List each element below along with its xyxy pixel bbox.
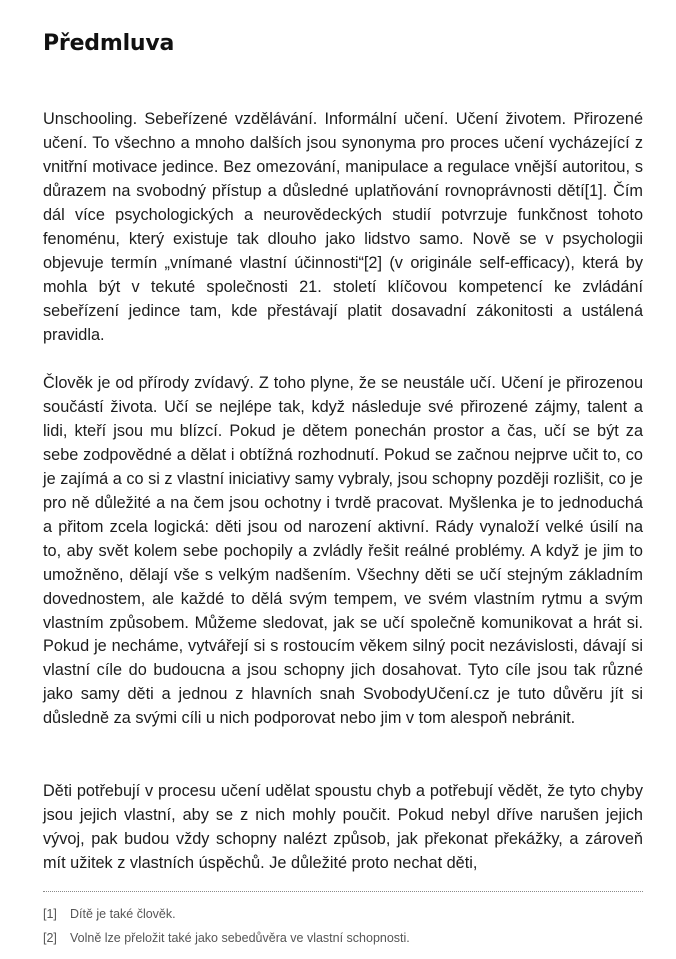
chapter-heading: Předmluva bbox=[43, 31, 175, 56]
footnote-separator bbox=[43, 891, 643, 892]
footnote-2 bbox=[43, 926, 643, 950]
paragraph-mistakes: Děti potřebují v procesu učení udělat spoustu chyb a potřebují vědět, že tyto chyby jsou jejich vlastní, aby se z nich mohly poučit. Pokud nebyl dříve narušen jejich vývoj, pak budou vždy schopny nalézt způsob, jak překonat překážky, a zároveň mít užitek z vlastních úspěchů. Je důležité proto nechat děti, bbox=[43, 782, 643, 872]
footnote-marker: [2] bbox=[43, 931, 57, 945]
footnote-text: Dítě je také člověk. bbox=[70, 907, 176, 921]
footnotes bbox=[43, 902, 643, 950]
paragraph-curiosity: Člověk je od přírody zvídavý. Z toho plyne, že se neustále učí. Učení je přirozenou součástí života. Učí se nejlépe tak, když následuje své přirozené zájmy, talent a lidi, kteří jsou mu blízcí. Pokud je dětem ponechán prostor a čas, učí se být za sebe zodpovědné a dělat i obtížná rozhodnutí. Pokud se začnou nejprve učit to, co je zajímá a co si z vlastní iniciativy samy vybraly, jsou schopny později rozlišit, co je pro ně důležité a na čem jsou ochotny i tvrdě pracovat. Myšlenka je to jednoduchá a přitom zcela logická: děti jsou od narození aktivní. Rády vynaloží velké úsilí na to, aby svět kolem sebe pochopily a zvládly řešit reálné problémy. A když je jim to umožněno, dělají vše s velkým nadšením. Všechny děti se učí stejným základním dovednostem, ale každé to dělá svým tempem, ve svém vlastním rytmu a svým vlastním způsobem. Můžeme sledovat, jak se učí společně komunikovat a hrát si. Pokud je necháme, vytvářejí si s rostoucím věkem silný pocit nezávislosti, dávají si vlastní cíle do budoucna a jsou schopny jich dosahovat. Tyto cíle jsou tak různé jako samy děti a jednou z hlavních snah SvobodyUčení.cz je tuto důvěru jít si důsledně za svými cíli u nich podporovat nebo jim v tom alespoň nebránit. bbox=[43, 374, 643, 728]
book-page bbox=[43, 26, 643, 945]
footnote-marker: [1] bbox=[43, 907, 57, 921]
paragraph-unschooling: Unschooling. Sebeřízené vzdělávání. Informální učení. Učení životem. Přirozené učení. To všechno a mnoho dalších jsou synonyma pro proces učení vycházející z vnitřní motivace jedince. Bez omezování, manipulace a regulace vnější autoritou, s důrazem na svobodný přístup a důsledné uplatňování rovnoprávnosti dětí[1]. Čím dál více psychologických a neurovědeckých studií potvrzuje funkčnost tohoto fenoménu, který existuje tak dlouho jako lidstvo samo. Nově se v psychologii objevuje termín „vnímané vlastní účinnosti“[2] (v originále self-efficacy), která by mohla být v tekuté společnosti 21. století klíčovou kompetencí ke zvládání sebeřízení jedince tam, kde přestávají platit dosavadní zákonitosti a ustálená pravidla. bbox=[43, 110, 643, 344]
footnote-text: Volně lze přeložit také jako sebedůvěra ve vlastní schopnosti. bbox=[70, 931, 410, 945]
footnote-1 bbox=[43, 902, 643, 926]
